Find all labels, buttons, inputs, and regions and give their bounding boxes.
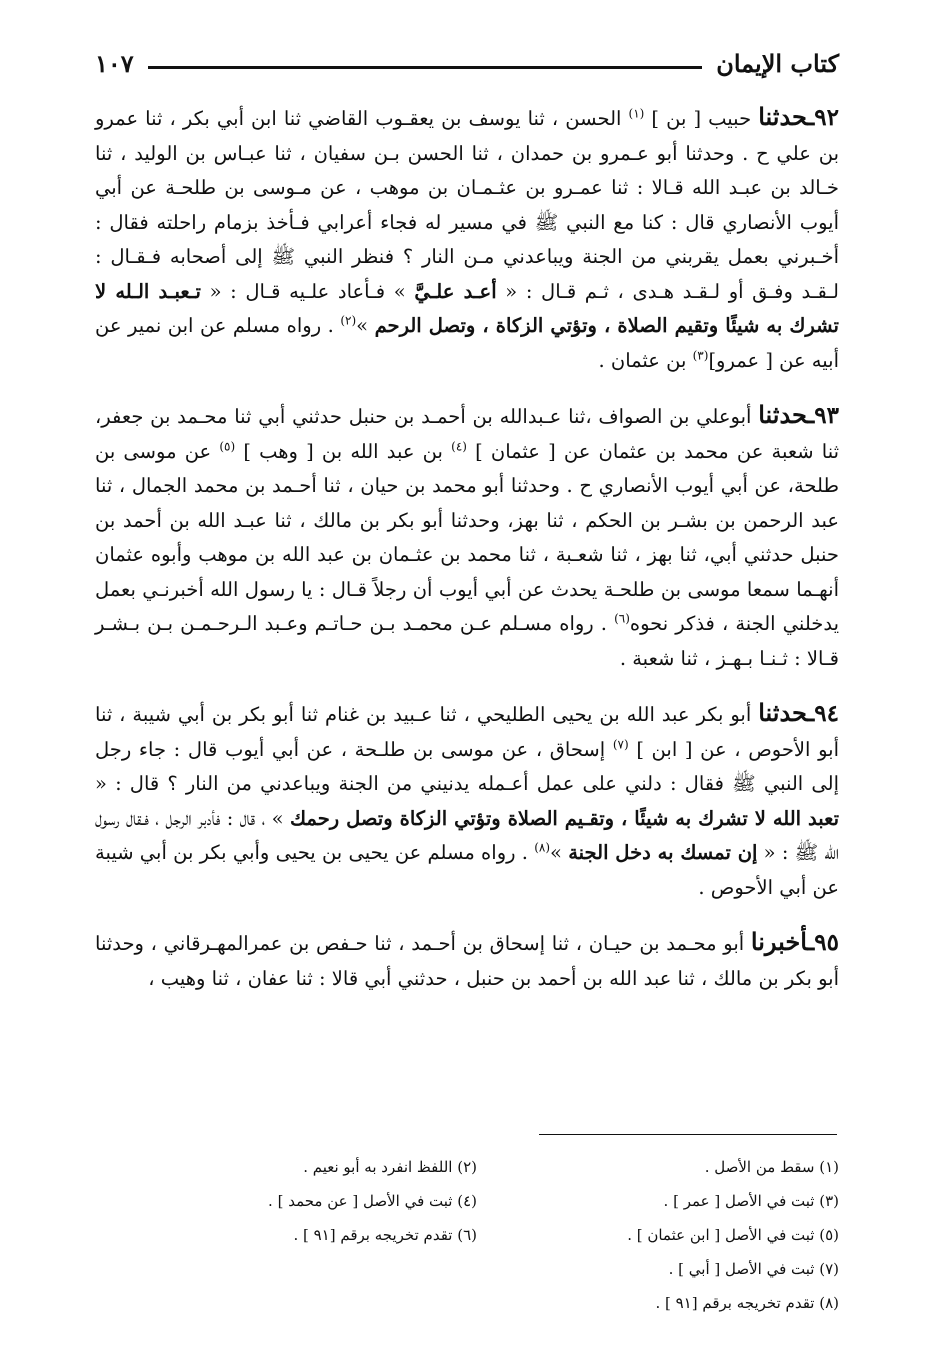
prophetic-saying: أعـد علـيَّ	[414, 279, 497, 303]
hadith-text: » فـأعاد علـيه قـال : «	[200, 279, 415, 303]
hadith-94	[95, 696, 839, 905]
hadith-93	[95, 398, 839, 676]
footnote-2: (٢) اللفظ انفرد به أبو نعيم .	[303, 1158, 477, 1176]
hadith-number: ٩٣ـ	[807, 402, 839, 429]
hadith-text: حبيب [ بن ]	[644, 107, 759, 130]
hadith-text: بن عبد الله بن [ وهب ]	[235, 439, 452, 463]
footnote-row	[95, 1218, 839, 1252]
hadith-text: . رواه مسـلم عـن محمـد بـن حـاتـم وعـبد الـرحـمـن بـن بـشـر قـالا : ثـنـا بـهـز ، ثنا شعبة .	[95, 612, 839, 670]
footnote-ref: (٦)	[614, 611, 630, 626]
footnote-row	[95, 1286, 839, 1320]
hadith-keyword: حدثنا	[758, 102, 808, 131]
hadith-text: إسحاق ، عن موسى بن طلـحة ، عن أبي أيوب قال : جاء رجل إلى النبي ﷺ فقال : دلني على عمل أعـمله يدنيني من الجنة ويباعدني من النار ؟ قال : «	[95, 737, 839, 795]
footnote-6: (٦) تقدم تخريجه برقم [٩١ ] .	[293, 1226, 477, 1244]
book-title: كتاب الإيمان	[716, 48, 839, 78]
hadith-number: ٩٥ـ	[807, 929, 839, 956]
hadith-keyword: أخبرنا	[750, 927, 808, 956]
prophetic-saying: إن تمسك به دخل الجنة	[568, 841, 758, 864]
hadith-text: أبو بكر عبد الله بن يحيى الطليحي ، ثنا عـبيد بن غنام ثنا أبو بكر بن أبي شيبة ، ثنا أبو الأحوص ، عن [ ابن ]	[95, 703, 839, 761]
footnote-ref: (٧)	[612, 737, 629, 751]
hadith-95	[95, 925, 839, 996]
footnote-1: (١) سقط من الأصل .	[704, 1158, 839, 1176]
footnote-5: (٥) ثبت في الأصل [ ابن عثمان ] .	[627, 1226, 839, 1244]
hadith-text: » ، قال : فأدبر الرجل ، فـقال رسول الله ﷺ : «	[95, 806, 839, 864]
hadith-text: بن عثمان .	[598, 348, 693, 372]
main-text	[95, 100, 839, 1016]
hadith-text: عن موسى بن طلحة، عن أبي أيوب الأنصاري ح . وحدثنا أبو محمد بن حيان ، ثنا أحـمد بن محمد الجمال ، ثنا عبد الرحمن بن بشـر بن الحكم ، ثنا بهز، وحدثنا أبو بكر بن مالك ، ثنا عبـد الله بن أحمد بن حنبل حدثني أبي، ثنا بهز ، ثنا شعـبة ، ثنا محمد بن عثـمان بن عبد الله بن موهب وأبوه عثمان أنهـما سمعا موسى بن طلحـة يحدث عن أبي أيوب أن رجلاً قـال : يا رسول الله أخبرنـي بعمل يدخلني الجنة ، فذكر نحوه	[95, 439, 839, 635]
page-number: ١٠٧	[95, 48, 134, 78]
footnotes	[95, 1150, 839, 1320]
hadith-text: أبوعلي بن الصواف ،ثنا عـبدالله بن أحمـد بن حنبل حدثني أبي ثنا محـمد بن جعفر، ثنا شعبة عن محمد بن عثمان عن [ عثمان ]	[95, 405, 840, 463]
hadith-text: الحسن ، ثنا يوسف بن يعقـوب القاضي ثنا ابن أبي بكر ، ثنا عمرو بن علي ح . وحدثنا أبو عـمرو بن حمدان ، ثنا الحسن بـن سفيان ، ثنا عبـاس بن الوليد ، ثنا خـالد بن عبـد الله قـالا : ثنا عمـرو بن عثـمـان بن موهب ، عن مـوسى بن طلحـة عن أبي أيوب الأنصاري قال : كنا مع النبي ﷺ في مسير له فجاء أعرابي فـأخذ بزمام راحلته فقال : أخـبرني بعمل يقربني من الجنة ويباعدني مـن النار ؟ فنظر النبي ﷺ إلى أصحابه فـقـال : لـقـد وفـق أو لـقـد هـدى ، ثـم قـال : «	[95, 107, 839, 303]
hadith-text: »	[550, 841, 569, 864]
footnote-8: (٨) تقدم تخريجه برقم [٩١ ] .	[655, 1294, 839, 1312]
footnote-ref: (٢)	[340, 313, 357, 328]
footnote-row	[95, 1184, 839, 1218]
hadith-92	[95, 100, 839, 378]
footnote-row	[95, 1150, 839, 1184]
header-rule	[148, 66, 703, 69]
footnote-4: (٤) ثبت في الأصل [ عن محمد ] .	[268, 1192, 477, 1210]
page-header	[95, 38, 839, 88]
footnote-divider	[539, 1134, 837, 1135]
hadith-text: »	[356, 314, 375, 337]
footnote-ref: (١)	[628, 106, 645, 121]
hadith-text: . رواه مسلم عن ابن نمير عن أبيه عن [ عمرو]	[95, 314, 839, 372]
hadith-keyword: حدثنا	[758, 400, 808, 429]
hadith-keyword: حدثنا	[758, 698, 808, 727]
hadith-text: أبو محـمد بن حيـان ، ثنا إسحاق بن أحـمد ، ثنا حـفص بن عمرالمهـرقاني ، وحدثنا أبو بكر بن مالك ، ثنا عبد الله بن أحمد بن حنبل ، حدثني أبي قالا : ثنا عفان ، ثنا وهيب ،	[95, 932, 839, 990]
footnote-3: (٣) ثبت في الأصل [ عمر ] .	[663, 1192, 839, 1210]
hadith-number: ٩٢ـ	[807, 104, 839, 131]
prophetic-saying: تـعبـد الـله لا تشرك به شيئًا وتقيم الصلاة ، وتؤتي الزكاة ، وتصل الرحم	[95, 279, 839, 337]
prophetic-saying: تعبد الله لا تشرك به شيئًا ، وتقـيم الصلاة وتؤتي الزكاة وتصل رحمك	[289, 806, 840, 830]
hadith-number: ٩٤ـ	[807, 700, 839, 727]
hadith-text: . رواه مسلم عن يحيى بن يحيى وأبي بكر بن أبي شيبة عن أبي الأحوص .	[95, 841, 839, 899]
footnote-ref: (٨)	[534, 840, 551, 855]
footnote-ref: (٣)	[692, 348, 709, 362]
footnote-ref: (٤)	[451, 439, 467, 453]
footnote-ref: (٥)	[219, 439, 236, 453]
footnote-row	[95, 1252, 839, 1286]
footnote-7: (٧) ثبت في الأصل [ أبي ] .	[668, 1260, 839, 1278]
